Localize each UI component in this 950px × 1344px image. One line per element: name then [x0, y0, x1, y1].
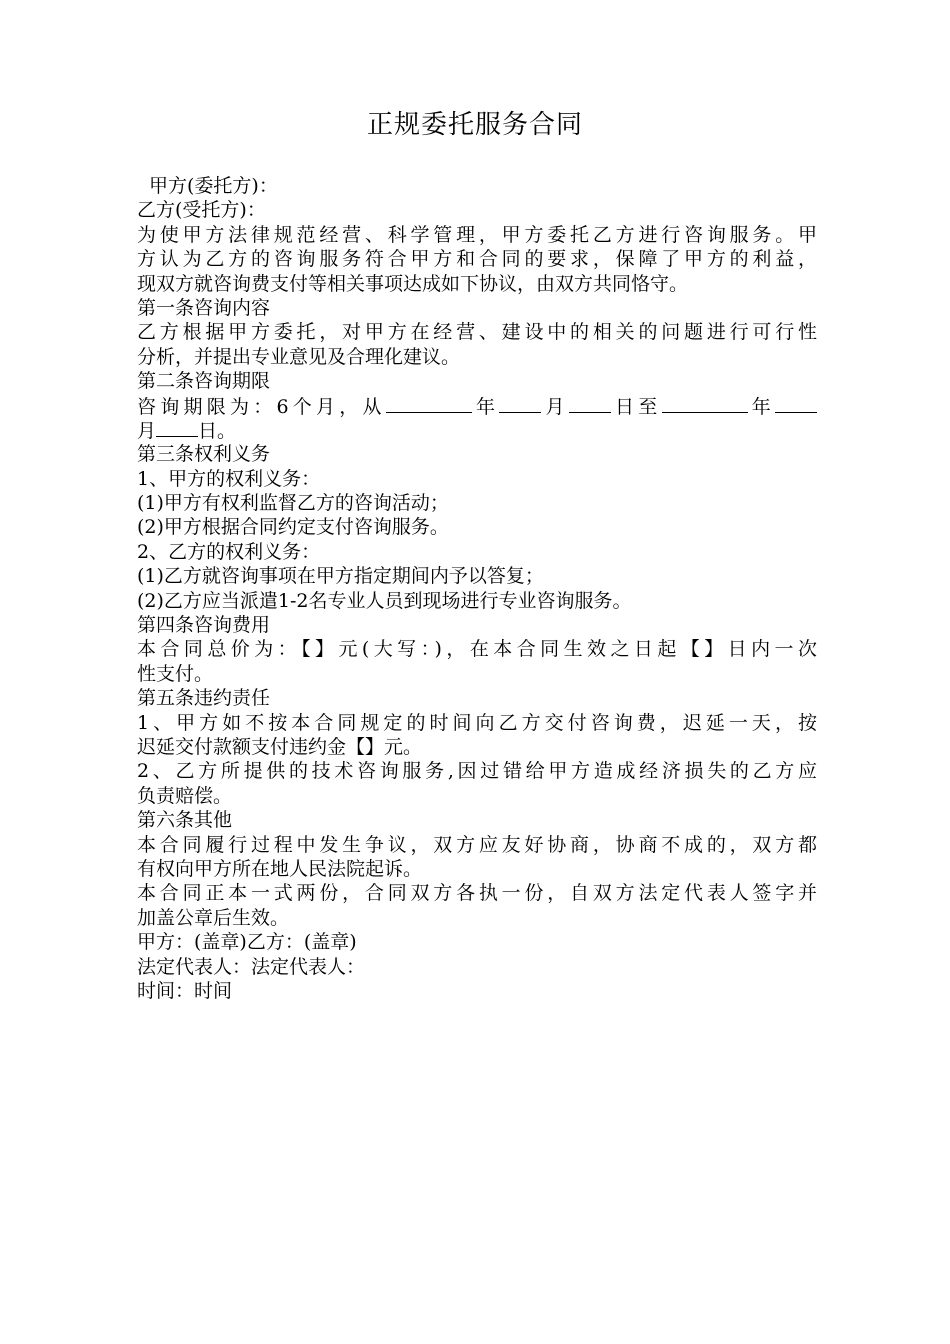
document-title: 正规委托服务合同 [366, 110, 583, 140]
year-label: 年 [471, 395, 500, 418]
end-day-label: 日。 [198, 419, 237, 442]
article-5-line-4: 负责赔偿。 [137, 784, 233, 807]
article-2-line-1 [137, 394, 817, 418]
article-5-line-2: 迟延交付款额支付违约金【】元。 [137, 735, 423, 758]
article-6-line-4: 加盖公章后生效。 [137, 906, 290, 929]
signature-representative-line: 法定代表人：法定代表人： [137, 955, 366, 978]
intro-line-1: 为使甲方法律规范经营、科学管理，甲方委托乙方进行咨询服务。甲 [137, 223, 817, 246]
article-6-line-3: 本合同正本一式两份，合同双方各执一份，自双方法定代表人签字并 [137, 882, 817, 905]
end-month-blank [775, 394, 817, 413]
article-6-line-2: 有权向甲方所在地人民法院起诉。 [137, 857, 423, 880]
article-2-line-2 [137, 418, 817, 442]
article-6-title: 第六条其他 [137, 809, 233, 832]
start-month-blank [499, 394, 541, 413]
party-a-line: 甲方(委托方)： [149, 175, 278, 197]
day-to-label: 日至 [610, 395, 662, 418]
contract-body [137, 174, 817, 1003]
month-label: 月 [541, 395, 569, 418]
article-3-party-b-item-1: (1)乙方就咨询事项在甲方指定期间内予以答复； [137, 565, 544, 588]
intro-line-3: 现双方就咨询费支付等相关事项达成如下协议，由双方共同恪守。 [137, 272, 689, 295]
article-1-line-2: 分析，并提出专业意见及合理化建议。 [137, 345, 461, 368]
article-1-line-1: 乙方根据甲方委托，对甲方在经营、建设中的相关的问题进行可行性 [137, 321, 817, 344]
end-year-blank [662, 394, 748, 413]
article-4-line-1: 本合同总价为：【】元(大写：)，在本合同生效之日起【】日内一次 [137, 638, 817, 661]
article-5-line-3: 2、乙方所提供的技术咨询服务,因过错给甲方造成经济损失的乙方应 [137, 760, 817, 783]
start-day-blank [569, 394, 611, 413]
intro-line-2: 方认为乙方的咨询服务符合甲方和合同的要求，保障了甲方的利益， [137, 248, 817, 271]
article-6-line-1: 本合同履行过程中发生争议，双方应友好协商，协商不成的，双方都 [137, 833, 817, 856]
article-2-title: 第二条咨询期限 [137, 370, 271, 393]
start-year-blank [386, 394, 472, 413]
signature-date-line: 时间：时间 [137, 979, 233, 1002]
end-month-label: 月 [137, 419, 157, 442]
article-4-title: 第四条咨询费用 [137, 614, 271, 637]
article-3-party-a: 1、甲方的权利义务： [137, 467, 321, 490]
article-3-party-b-item-2: (2)乙方应当派遣1-2名专业人员到现场进行专业咨询服务。 [137, 589, 632, 612]
article-5-line-1: 1、甲方如不按本合同规定的时间向乙方交付咨询费，迟延一天，按 [137, 711, 817, 734]
party-b-line: 乙方(受托方)： [137, 199, 266, 222]
end-year-label: 年 [747, 395, 775, 418]
signature-seal-line: 甲方：(盖章)乙方：(盖章) [137, 931, 357, 954]
article-5-title: 第五条违约责任 [137, 687, 271, 710]
term-prefix: 咨询期限为：6个月，从 [137, 395, 386, 418]
article-3-party-a-item-2: (2)甲方根据合同约定支付咨询服务。 [137, 516, 449, 539]
article-3-title: 第三条权利义务 [137, 443, 271, 466]
article-3-party-a-item-1: (1)甲方有权利监督乙方的咨询活动； [137, 492, 449, 515]
article-3-party-b: 2、乙方的权利义务： [137, 540, 321, 563]
end-day-blank [156, 418, 198, 437]
article-1-title: 第一条咨询内容 [137, 296, 271, 319]
article-4-line-2: 性支付。 [137, 662, 214, 685]
